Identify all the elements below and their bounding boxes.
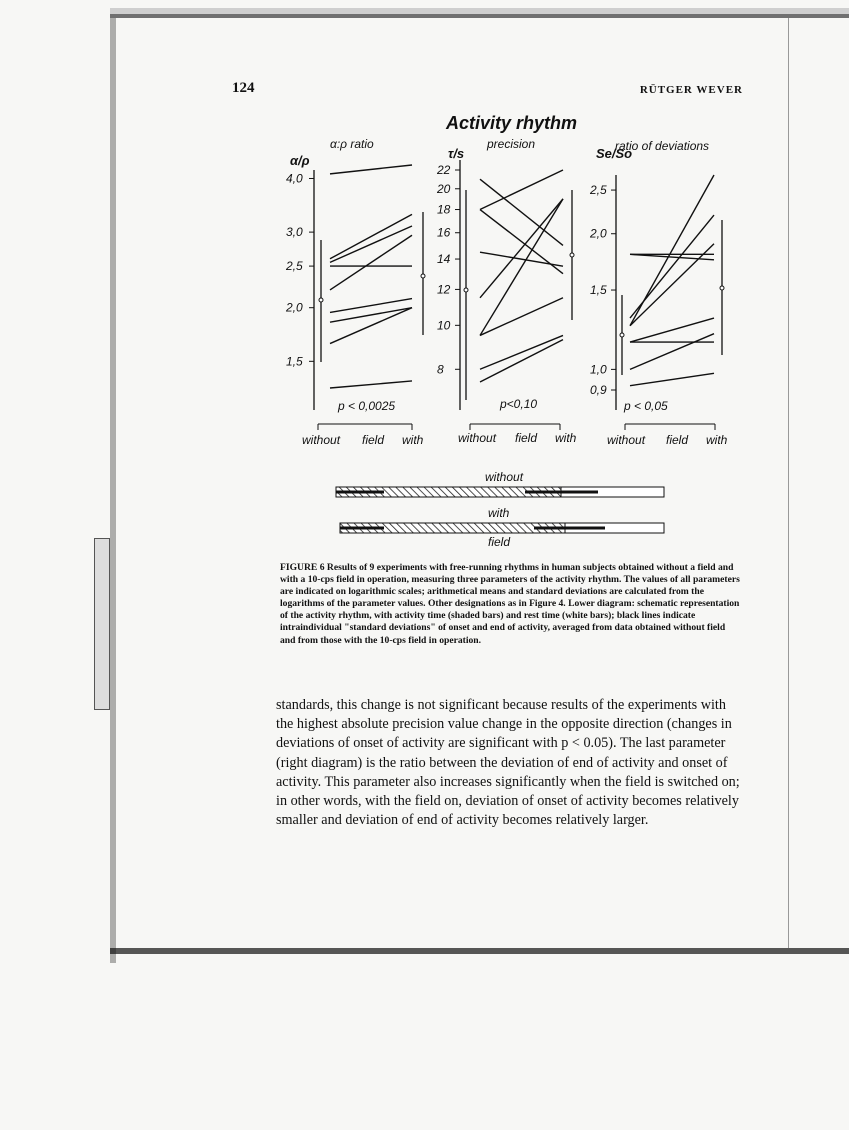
- panel-2-tick-label: 14: [437, 252, 451, 267]
- panel-3-tick-label: 2,5: [590, 183, 607, 198]
- panel-3-experiment-line: [630, 215, 714, 318]
- panel-3-label: ratio of deviations: [615, 139, 710, 153]
- panel-2-tick-label: 10: [437, 318, 451, 333]
- running-head: RÜTGER WEVER: [639, 84, 743, 96]
- panel-2-x-with: with: [555, 431, 577, 445]
- panel-1-tick-label: 1,5: [286, 354, 303, 369]
- panel-2-experiment-line: [480, 340, 563, 382]
- panel-2-tick-label: 16: [437, 225, 451, 240]
- panel-1-with-mean: [421, 274, 425, 278]
- panel-1-experiment-line: [330, 165, 412, 174]
- panel-3-p-value: p < 0,05: [624, 399, 668, 413]
- panel-2-experiment-line: [480, 199, 563, 298]
- panel-2-without-mean: [464, 288, 468, 292]
- panel-3-tick-label: 1,5: [590, 283, 607, 298]
- panel-1-x-field: field: [362, 433, 385, 447]
- panel-1-without-mean: [319, 298, 323, 302]
- figure-6-chart: [0, 0, 849, 560]
- page-edge-bottom: [110, 948, 849, 954]
- panel-2-tick-label: 22: [437, 163, 451, 177]
- lower-diagram-label-field: field: [488, 535, 511, 549]
- panel-2-label: precision: [487, 137, 536, 151]
- panel-3-experiment-line: [630, 244, 714, 326]
- book-tab: [94, 538, 110, 710]
- panel-3-x-with: with: [706, 433, 728, 447]
- panel-1-tick-label: 2,0: [286, 300, 303, 315]
- panel-3-without-mean: [620, 333, 624, 337]
- panel-3-tick-label: 2,0: [590, 226, 607, 241]
- panel-3-x-without: without: [607, 433, 646, 447]
- panel-1-experiment-line: [330, 381, 412, 388]
- panel-2-tick-label: 8: [437, 362, 444, 377]
- panel-3-with-mean: [720, 286, 724, 290]
- panel-2-axis-symbol: τ/s: [448, 146, 465, 161]
- panel-2-p-value: p<0,10: [500, 397, 538, 411]
- panel-1-x-with: with: [402, 433, 424, 447]
- panel-2-x-field: field: [515, 431, 538, 445]
- panel-1-label: α:ρ ratio: [330, 137, 374, 151]
- page-number: 124: [232, 80, 255, 96]
- panel-1-experiment-line: [330, 214, 412, 258]
- panel-3-tick-label: 1,0: [590, 362, 607, 377]
- panel-2-experiment-line: [480, 335, 563, 369]
- panel-3-experiment-line: [630, 373, 714, 385]
- panel-1-tick-label: 4,0: [286, 171, 303, 186]
- figure-title: Activity rhythm: [446, 113, 578, 133]
- figure-caption: FIGURE 6 Results of 9 experiments with free-running rhythms in human subjects obtained without a field and with a 10-cps field in operation, measuring three parameters of the activity rhythm. The values of all parameters are indicated on logarithmic scales; arithmetical means and standard deviations are calculated from the logarithms of the parameter values. Other designations as in Figure 4. Lower diagram: schematic representation of the activity rhythm, with activity time (shaded bars) and rest time (white bars); black lines indicate intraindividual "standard deviations" of onset and end of activity, averaged from data obtained without field and from those with the 10-cps field in operation.: [280, 562, 740, 646]
- panel-3-axis-symbol: Se/So: [596, 146, 633, 161]
- lower-diagram-label-with: with: [488, 506, 510, 520]
- panel-2-experiment-line: [480, 298, 563, 336]
- panel-2-experiment-line: [480, 252, 563, 266]
- panel-2-tick-label: 12: [437, 282, 451, 297]
- panel-1-axis-symbol: α/ρ: [290, 153, 310, 168]
- panel-2-tick-label: 18: [437, 202, 451, 217]
- panel-1-tick-label: 3,0: [286, 225, 303, 240]
- panel-1-p-value: p < 0,0025: [338, 399, 396, 413]
- lower-diagram-label-without: without: [485, 470, 524, 484]
- panel-2-tick-label: 20: [437, 181, 451, 196]
- panel-1-experiment-line: [330, 308, 412, 344]
- panel-2-x-without: without: [458, 431, 497, 445]
- panel-2-with-mean: [570, 253, 574, 257]
- panel-3-tick-label: 0,9: [590, 383, 607, 397]
- panel-3-x-field: field: [666, 433, 689, 447]
- panel-1-x-without: without: [302, 433, 341, 447]
- panel-1-tick-label: 2,5: [286, 259, 303, 274]
- body-paragraph: standards, this change is not significant because results of the experiments with the highest absolute precision value change in the opposite direction (changes in deviations of onset of activity are significant with p < 0.05). The last parameter (right diagram) is the ratio between the deviation of end of activity and onset of activity. This parameter also increases significantly when the field is switched on; in other words, with the field on, deviation of onset of activity becomes relatively smaller and deviation of end of activity becomes relatively larger.: [276, 697, 740, 829]
